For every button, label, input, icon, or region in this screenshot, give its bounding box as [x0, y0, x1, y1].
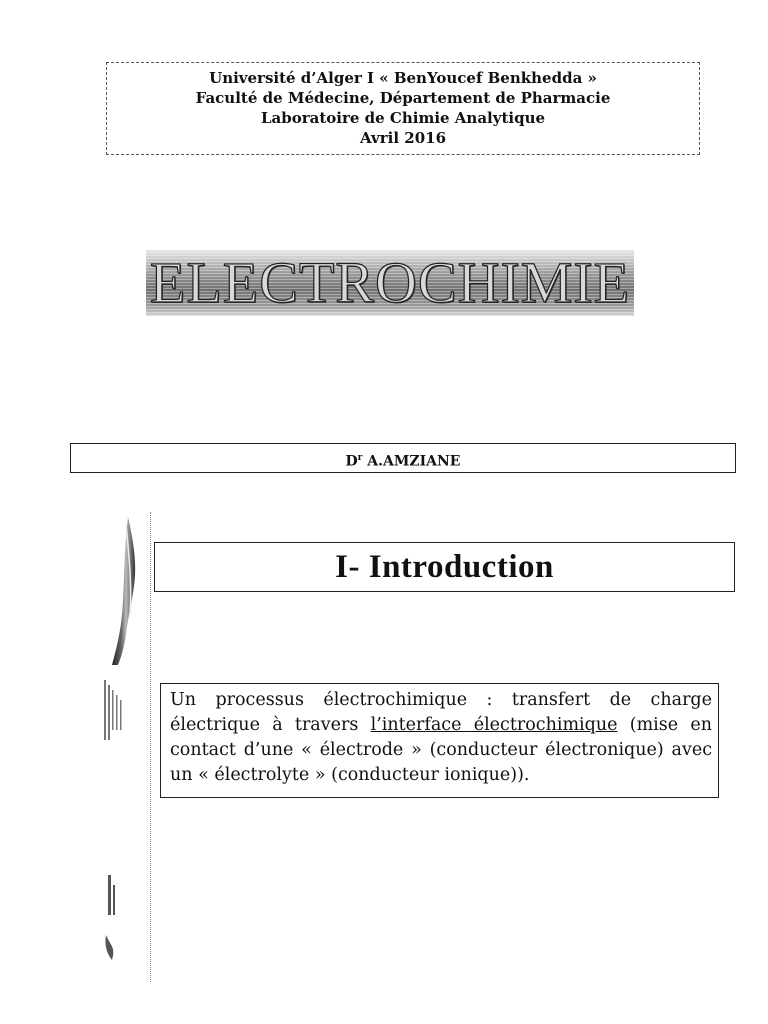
definition-underlined-term: l’interface électrochimique [370, 715, 618, 735]
document-title: ELECTROCHIMIE [149, 250, 631, 315]
author-name: A.AMZIANE [362, 453, 461, 470]
date-line: Avril 2016 [359, 129, 446, 147]
section-heading-box [154, 542, 735, 592]
university-line: Université d’Alger I « BenYoucef Benkhedda » [209, 69, 597, 87]
slide-binding-decoration [102, 515, 154, 985]
section-title: I- Introduction [335, 549, 554, 585]
definition-box [160, 683, 719, 798]
definition-text-end: (mise en contact d’une « électrode » (conducteur électronique) avec un « électrolyte » (conducteur ionique)). [170, 715, 712, 785]
slide-edge-line [150, 512, 152, 982]
author-box [70, 443, 736, 473]
faculty-line: Faculté de Médecine, Département de Pharmacie [195, 89, 611, 107]
author-prefix: D [345, 453, 358, 470]
author-title-sup: r [357, 453, 363, 463]
header-box [106, 62, 700, 155]
definition-text-start: Un processus électrochimique : transfert de charge électrique à travers [170, 690, 712, 735]
laboratory-line: Laboratoire de Chimie Analytique [260, 109, 546, 127]
document-title-banner [146, 250, 634, 316]
